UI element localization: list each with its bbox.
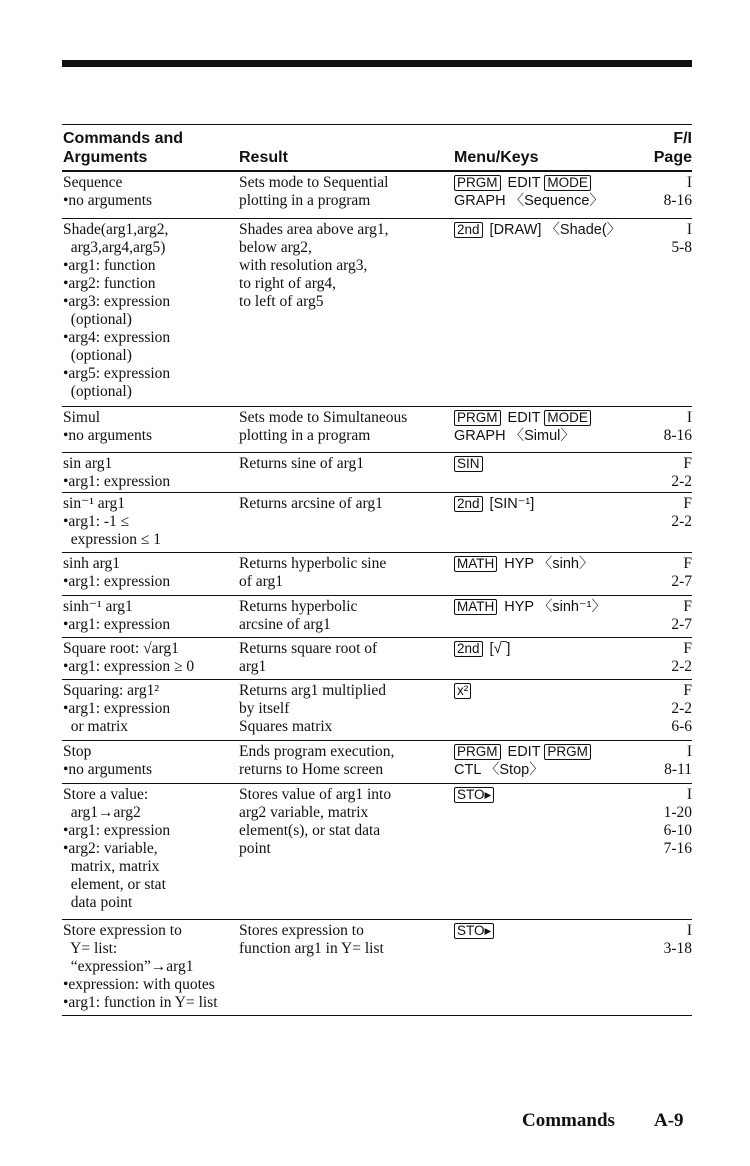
command-cell-line: •arg1: function in Y= list xyxy=(63,994,218,1011)
page-ref-line: I xyxy=(686,786,692,803)
calculator-key: PRGM xyxy=(454,175,501,191)
table-row xyxy=(62,680,692,741)
menu-keys-cell xyxy=(454,640,510,658)
page-ref-line: F xyxy=(683,682,692,699)
result-cell xyxy=(239,786,391,858)
page-ref-line: 3-18 xyxy=(663,940,692,957)
result-cell-line: returns to Home screen xyxy=(239,761,384,778)
command-cell xyxy=(63,743,152,779)
command-cell-line: •arg1: expression ≥ 0 xyxy=(63,658,195,675)
table-body xyxy=(62,172,692,1016)
command-cell-line: •arg1: expression xyxy=(63,616,171,633)
menu-keys-line xyxy=(454,174,604,192)
command-cell-line: arg3,arg4,arg5) xyxy=(63,239,166,256)
result-cell-line: below arg2, xyxy=(239,239,312,256)
page-ref-line: 1-20 xyxy=(663,804,692,821)
page-ref-line: F xyxy=(683,555,692,572)
page-ref-line: F xyxy=(683,455,692,472)
result-cell xyxy=(239,221,388,311)
menu-keys-cell xyxy=(454,409,594,445)
page-ref-line: 7-16 xyxy=(663,840,692,857)
result-cell xyxy=(239,174,388,210)
menu-keys-line xyxy=(454,555,593,573)
result-cell-line: Returns hyperbolic sine xyxy=(239,555,387,572)
result-cell-line: plotting in a program xyxy=(239,192,371,209)
command-cell-line: Simul xyxy=(63,409,101,426)
page-ref-cell xyxy=(671,221,692,257)
menu-keys-line xyxy=(454,682,474,700)
result-cell-line: point xyxy=(239,840,271,857)
result-cell-line: Returns arcsine of arg1 xyxy=(239,495,383,512)
result-cell-line: Returns arg1 multiplied xyxy=(239,682,386,699)
command-cell-line: element, or stat xyxy=(63,876,166,893)
calculator-key: MATH xyxy=(454,556,497,572)
menu-keys-cell xyxy=(454,174,604,210)
table-row xyxy=(62,493,692,553)
menu-path-text: [√‾] xyxy=(485,641,511,657)
menu-keys-line xyxy=(454,221,621,239)
command-cell-line: sinh arg1 xyxy=(63,555,120,572)
header-result: Result xyxy=(239,149,288,166)
page-ref-line: 2-2 xyxy=(671,473,692,490)
command-cell-line: •expression: with quotes xyxy=(63,976,215,993)
menu-keys-line xyxy=(454,761,594,779)
page-ref-cell xyxy=(664,743,692,779)
page-ref-line: I xyxy=(686,743,692,760)
result-cell-line: arg1 xyxy=(239,658,267,675)
menu-path-text: GRAPH 〈Simul〉 xyxy=(454,428,575,444)
table-row xyxy=(62,219,692,407)
command-cell-line: “expression”→arg1 xyxy=(63,958,194,975)
menu-keys-cell xyxy=(454,786,497,804)
command-cell xyxy=(63,174,152,210)
page-ref-line: F xyxy=(683,598,692,615)
command-cell-line: Shade(arg1,arg2, xyxy=(63,221,169,238)
result-cell-line: Sets mode to Sequential xyxy=(239,174,389,191)
page-ref-cell xyxy=(664,409,692,445)
menu-path-text: GRAPH 〈Sequence〉 xyxy=(454,193,604,209)
result-cell xyxy=(239,409,407,445)
result-cell-line: plotting in a program xyxy=(239,427,371,444)
menu-keys-line xyxy=(454,427,594,445)
result-cell-line: Returns hyperbolic xyxy=(239,598,358,615)
calculator-key: PRGM xyxy=(454,410,501,426)
calculator-key: SIN xyxy=(454,456,483,472)
page-ref-line: 2-2 xyxy=(671,513,692,530)
menu-path-text: HYP 〈sinh⁻¹〉 xyxy=(500,599,606,615)
command-cell xyxy=(63,555,170,591)
command-cell-line: expression ≤ 1 xyxy=(63,531,162,548)
result-cell xyxy=(239,495,383,513)
result-cell-line: Ends program execution, xyxy=(239,743,395,760)
command-cell-line: Store expression to xyxy=(63,922,182,939)
result-cell-line: to left of arg5 xyxy=(239,293,324,310)
result-cell-line: by itself xyxy=(239,700,290,717)
calculator-key: MODE xyxy=(544,175,591,191)
result-cell-line: of arg1 xyxy=(239,573,284,590)
calculator-key: MODE xyxy=(544,410,591,426)
command-cell-line: •arg4: expression xyxy=(63,329,171,346)
command-cell-line: Sequence xyxy=(63,174,123,191)
calculator-key: PRGM xyxy=(454,744,501,760)
result-cell-line: Returns square root of xyxy=(239,640,378,657)
menu-keys-line xyxy=(454,409,594,427)
header-menu-keys: Menu/Keys xyxy=(454,149,539,166)
page-ref-cell xyxy=(664,922,692,958)
page-ref-cell xyxy=(671,495,692,531)
result-cell-line: arg2 variable, matrix xyxy=(239,804,369,821)
result-cell-line: Shades area above arg1, xyxy=(239,221,389,238)
page-ref-line: 2-7 xyxy=(671,573,692,590)
menu-path-text: [DRAW] 〈Shade(〉 xyxy=(485,222,622,238)
calculator-key: PRGM xyxy=(544,744,591,760)
command-cell-line: •arg3: expression xyxy=(63,293,171,310)
command-cell-line: •arg1: expression xyxy=(63,700,171,717)
page-ref-line: I xyxy=(686,221,692,238)
page-ref-line: 2-2 xyxy=(671,700,692,717)
result-cell-line: Sets mode to Simultaneous xyxy=(239,409,408,426)
table-row xyxy=(62,638,692,680)
command-cell xyxy=(63,682,170,736)
page-ref-line: 8-16 xyxy=(663,192,692,209)
result-cell-line: Returns sine of arg1 xyxy=(239,455,364,472)
menu-path-text: [SIN⁻¹] xyxy=(485,496,535,512)
calculator-key: STO▸ xyxy=(454,787,494,803)
calculator-key: 2nd xyxy=(454,222,483,238)
command-cell xyxy=(63,786,170,912)
page-ref-cell xyxy=(671,455,692,491)
command-cell-line: sin arg1 xyxy=(63,455,113,472)
command-cell-line: Squaring: arg1² xyxy=(63,682,160,699)
calculator-key: 2nd xyxy=(454,496,483,512)
menu-keys-cell xyxy=(454,221,621,239)
result-cell-line: to right of arg4, xyxy=(239,275,337,292)
calculator-key: STO▸ xyxy=(454,923,494,939)
command-cell-line: •no arguments xyxy=(63,761,153,778)
calculator-key: x² xyxy=(454,683,471,699)
result-cell-line: with resolution arg3, xyxy=(239,257,368,274)
menu-path-text: CTL 〈Stop〉 xyxy=(454,762,544,778)
command-cell-line: •arg1: function xyxy=(63,257,156,274)
command-cell-line: •no arguments xyxy=(63,192,153,209)
page-ref-line: 5-8 xyxy=(671,239,692,256)
command-cell-line: •arg5: expression xyxy=(63,365,171,382)
command-cell-line: matrix, matrix xyxy=(63,858,160,875)
result-cell-line: Squares matrix xyxy=(239,718,333,735)
result-cell-line: Stores value of arg1 into xyxy=(239,786,392,803)
result-cell xyxy=(239,455,364,473)
command-cell-line: Store a value: xyxy=(63,786,149,803)
page-ref-line: I xyxy=(686,174,692,191)
menu-path-text: EDIT xyxy=(503,410,545,426)
command-cell-line: (optional) xyxy=(63,347,132,364)
table-header xyxy=(62,125,692,172)
page-ref-line: F xyxy=(683,495,692,512)
table-row xyxy=(62,920,692,1016)
table-row xyxy=(62,407,692,453)
command-cell-line: •arg1: expression xyxy=(63,473,171,490)
calculator-key: 2nd xyxy=(454,641,483,657)
command-cell-line: •arg2: variable, xyxy=(63,840,158,857)
menu-keys-cell xyxy=(454,922,497,940)
page-ref-line: 6-10 xyxy=(663,822,692,839)
menu-keys-line xyxy=(454,598,606,616)
command-cell-line: (optional) xyxy=(63,311,132,328)
result-cell xyxy=(239,555,386,591)
menu-path-text: HYP 〈sinh〉 xyxy=(500,556,594,572)
footer-title: Commands xyxy=(522,1110,615,1131)
menu-keys-cell xyxy=(454,682,474,700)
page-ref-cell xyxy=(664,174,692,210)
menu-keys-cell xyxy=(454,598,606,616)
result-cell-line: arcsine of arg1 xyxy=(239,616,331,633)
menu-path-text: EDIT xyxy=(503,175,545,191)
menu-keys-line xyxy=(454,786,497,804)
menu-keys-line xyxy=(454,640,510,658)
command-cell-line: sin⁻¹ arg1 xyxy=(63,495,126,512)
header-page: F/I Page xyxy=(653,130,692,166)
menu-path-text: EDIT xyxy=(503,744,545,760)
menu-keys-line xyxy=(454,922,497,940)
page-ref-line: 6-6 xyxy=(671,718,692,735)
menu-keys-line xyxy=(454,192,604,210)
command-cell-line: or matrix xyxy=(63,718,128,735)
page-ref-line: F xyxy=(683,640,692,657)
page-ref-line: 8-16 xyxy=(663,427,692,444)
page-ref-line: I xyxy=(686,922,692,939)
command-cell-line: •arg1: -1 ≤ xyxy=(63,513,130,530)
result-cell-line: element(s), or stat data xyxy=(239,822,381,839)
table-row xyxy=(62,741,692,784)
command-cell-line: sinh⁻¹ arg1 xyxy=(63,598,133,615)
command-cell xyxy=(63,221,170,401)
result-cell xyxy=(239,743,394,779)
page-ref-cell xyxy=(671,598,692,634)
page-ref-cell xyxy=(664,786,692,858)
menu-keys-cell xyxy=(454,743,594,779)
table-row xyxy=(62,784,692,920)
command-cell-line: Y= list: xyxy=(63,940,118,957)
command-cell xyxy=(63,455,170,491)
top-rule xyxy=(62,60,692,67)
page-ref-cell xyxy=(671,555,692,591)
table-row xyxy=(62,553,692,596)
table-row xyxy=(62,596,692,638)
command-cell xyxy=(63,495,161,549)
commands-table xyxy=(62,124,692,1016)
result-cell-line: function arg1 in Y= list xyxy=(239,940,384,957)
menu-keys-cell xyxy=(454,455,486,473)
result-cell xyxy=(239,682,386,736)
command-cell-line: •no arguments xyxy=(63,427,153,444)
page-ref-line: 8-11 xyxy=(664,761,692,778)
page-ref-line: 2-2 xyxy=(671,658,692,675)
menu-keys-line xyxy=(454,743,594,761)
command-cell xyxy=(63,598,170,634)
result-cell xyxy=(239,640,377,676)
result-cell-line: Stores expression to xyxy=(239,922,364,939)
command-cell-line: (optional) xyxy=(63,383,132,400)
table-row xyxy=(62,453,692,493)
command-cell-line: •arg1: expression xyxy=(63,822,171,839)
result-cell xyxy=(239,598,357,634)
menu-keys-line xyxy=(454,495,534,513)
page-ref-line: 2-7 xyxy=(671,616,692,633)
result-cell xyxy=(239,922,384,958)
command-cell-line: •arg2: function xyxy=(63,275,156,292)
menu-keys-cell xyxy=(454,555,593,573)
command-cell-line: data point xyxy=(63,894,133,911)
command-cell xyxy=(63,922,218,1012)
command-cell-line: Square root: √arg1 xyxy=(63,640,179,657)
command-cell xyxy=(63,409,152,445)
menu-keys-line xyxy=(454,455,486,473)
menu-keys-cell xyxy=(454,495,534,513)
command-cell xyxy=(63,640,194,676)
page-ref-cell xyxy=(671,640,692,676)
command-cell-line: •arg1: expression xyxy=(63,573,171,590)
calculator-key: MATH xyxy=(454,599,497,615)
header-commands: Commands and Arguments xyxy=(63,130,184,166)
table-row xyxy=(62,172,692,219)
command-cell-line: arg1→arg2 xyxy=(63,804,141,821)
page-ref-line: I xyxy=(686,409,692,426)
command-cell-line: Stop xyxy=(63,743,92,760)
page-ref-cell xyxy=(671,682,692,736)
footer-page-number: A-9 xyxy=(654,1110,684,1131)
